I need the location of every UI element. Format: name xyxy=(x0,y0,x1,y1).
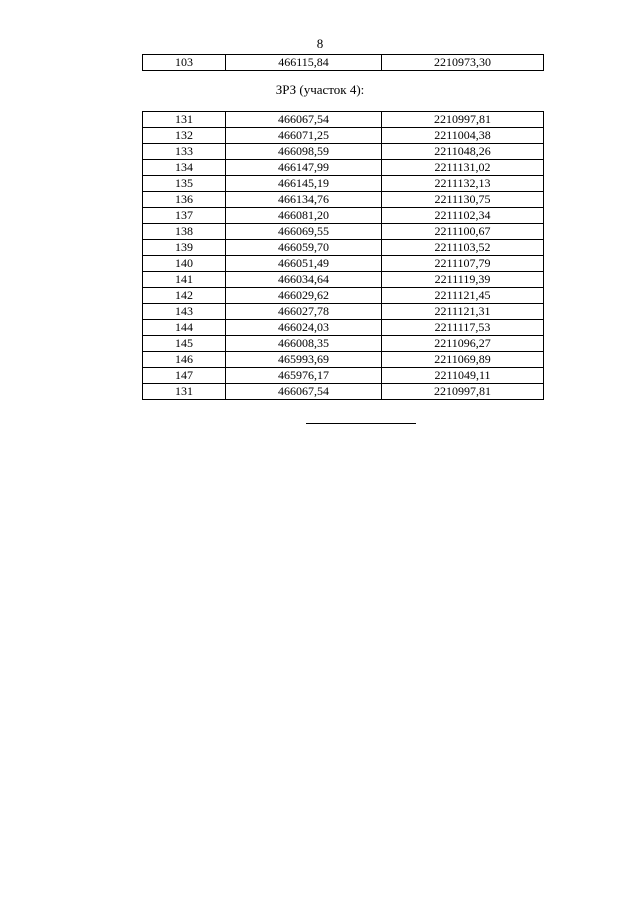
table-row xyxy=(143,240,544,256)
x-coordinate-cell: 466145,19 xyxy=(226,176,382,192)
y-coordinate-cell: 2210973,30 xyxy=(382,55,544,71)
x-coordinate-cell: 466147,99 xyxy=(226,160,382,176)
table-body xyxy=(143,55,544,71)
y-coordinate-cell: 2211117,53 xyxy=(382,320,544,336)
point-number-cell: 131 xyxy=(143,112,226,128)
table-row xyxy=(143,144,544,160)
y-coordinate-cell: 2211100,67 xyxy=(382,224,544,240)
y-coordinate-cell: 2211119,39 xyxy=(382,272,544,288)
table-row xyxy=(143,160,544,176)
y-coordinate-cell: 2211103,52 xyxy=(382,240,544,256)
point-number-cell: 132 xyxy=(143,128,226,144)
y-coordinate-cell: 2211107,79 xyxy=(382,256,544,272)
table-row xyxy=(143,352,544,368)
x-coordinate-cell: 466071,25 xyxy=(226,128,382,144)
point-number-cell: 135 xyxy=(143,176,226,192)
x-coordinate-cell: 466069,55 xyxy=(226,224,382,240)
y-coordinate-cell: 2211048,26 xyxy=(382,144,544,160)
point-number-cell: 131 xyxy=(143,384,226,400)
coordinates-table-continued xyxy=(142,54,544,71)
x-coordinate-cell: 466034,64 xyxy=(226,272,382,288)
table-row xyxy=(143,55,544,71)
y-coordinate-cell: 2210997,81 xyxy=(382,384,544,400)
point-number-cell: 136 xyxy=(143,192,226,208)
y-coordinate-cell: 2211069,89 xyxy=(382,352,544,368)
point-number-cell: 142 xyxy=(143,288,226,304)
table-row xyxy=(143,288,544,304)
point-number-cell: 141 xyxy=(143,272,226,288)
table-row xyxy=(143,256,544,272)
y-coordinate-cell: 2211004,38 xyxy=(382,128,544,144)
table-row xyxy=(143,384,544,400)
point-number-cell: 146 xyxy=(143,352,226,368)
point-number-cell: 133 xyxy=(143,144,226,160)
x-coordinate-cell: 466029,62 xyxy=(226,288,382,304)
table-row xyxy=(143,176,544,192)
x-coordinate-cell: 466134,76 xyxy=(226,192,382,208)
point-number-cell: 138 xyxy=(143,224,226,240)
table-row xyxy=(143,208,544,224)
end-of-document-rule xyxy=(306,423,416,424)
y-coordinate-cell: 2211049,11 xyxy=(382,368,544,384)
point-number-cell: 134 xyxy=(143,160,226,176)
point-number-cell: 137 xyxy=(143,208,226,224)
x-coordinate-cell: 466059,70 xyxy=(226,240,382,256)
point-number-cell: 144 xyxy=(143,320,226,336)
x-coordinate-cell: 466024,03 xyxy=(226,320,382,336)
table-row xyxy=(143,336,544,352)
y-coordinate-cell: 2210997,81 xyxy=(382,112,544,128)
x-coordinate-cell: 466051,49 xyxy=(226,256,382,272)
y-coordinate-cell: 2211096,27 xyxy=(382,336,544,352)
table-row xyxy=(143,224,544,240)
point-number-cell: 143 xyxy=(143,304,226,320)
x-coordinate-cell: 466067,54 xyxy=(226,384,382,400)
table-row xyxy=(143,272,544,288)
point-number-cell: 103 xyxy=(143,55,226,71)
x-coordinate-cell: 465993,69 xyxy=(226,352,382,368)
table-body xyxy=(143,112,544,400)
y-coordinate-cell: 2211121,31 xyxy=(382,304,544,320)
table-row xyxy=(143,368,544,384)
table-row xyxy=(143,320,544,336)
x-coordinate-cell: 466115,84 xyxy=(226,55,382,71)
point-number-cell: 139 xyxy=(143,240,226,256)
x-coordinate-cell: 466008,35 xyxy=(226,336,382,352)
page-number: 8 xyxy=(316,36,324,51)
table-row xyxy=(143,192,544,208)
section-heading: ЗРЗ (участок 4): xyxy=(275,82,365,97)
point-number-cell: 140 xyxy=(143,256,226,272)
y-coordinate-cell: 2211131,02 xyxy=(382,160,544,176)
point-number-cell: 145 xyxy=(143,336,226,352)
coordinates-table-zone-4 xyxy=(142,111,544,400)
x-coordinate-cell: 466027,78 xyxy=(226,304,382,320)
table-row xyxy=(143,304,544,320)
x-coordinate-cell: 466098,59 xyxy=(226,144,382,160)
table-row xyxy=(143,112,544,128)
point-number-cell: 147 xyxy=(143,368,226,384)
y-coordinate-cell: 2211102,34 xyxy=(382,208,544,224)
x-coordinate-cell: 466081,20 xyxy=(226,208,382,224)
table-row xyxy=(143,128,544,144)
x-coordinate-cell: 465976,17 xyxy=(226,368,382,384)
y-coordinate-cell: 2211121,45 xyxy=(382,288,544,304)
x-coordinate-cell: 466067,54 xyxy=(226,112,382,128)
y-coordinate-cell: 2211130,75 xyxy=(382,192,544,208)
y-coordinate-cell: 2211132,13 xyxy=(382,176,544,192)
